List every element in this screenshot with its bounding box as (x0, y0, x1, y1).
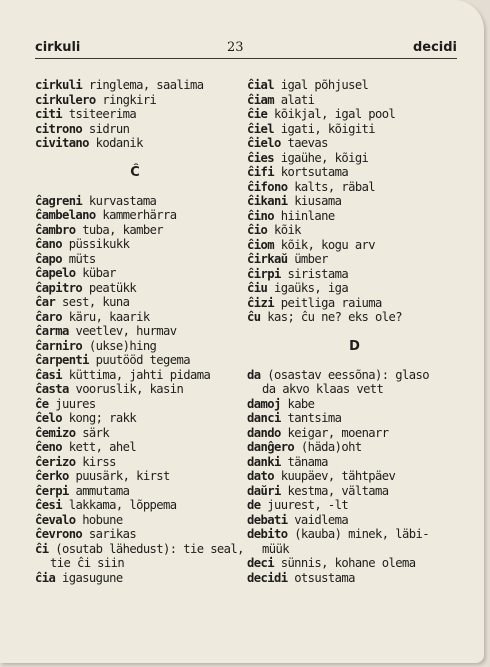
dictionary-entry (35, 498, 235, 513)
entry-headword: ĉar (35, 295, 56, 309)
entry-headword: ĉesi (35, 498, 62, 512)
entry-definition: kiusama (294, 194, 342, 208)
dictionary-entry (35, 513, 235, 528)
entry-definition: kong; rakk (68, 411, 137, 425)
entry-definition: (ukse)hing (88, 338, 157, 353)
entry-headword: dato (247, 469, 274, 483)
entry-headword: ĉemizo (35, 425, 76, 440)
dictionary-entry (35, 469, 235, 484)
entry-definition: tie ĉi siin (50, 556, 125, 570)
entry-definition: küttima, jahti pidama (68, 367, 211, 382)
dictionary-entry (35, 122, 235, 137)
entry-headword: ĉelo (35, 411, 62, 425)
entry-headword: danki (247, 454, 281, 469)
entry-definition: müts (68, 251, 96, 266)
entry-headword: ĉambelano (35, 208, 96, 222)
dictionary-entry (35, 426, 235, 441)
entry-definition: püssikukk (68, 237, 130, 251)
dictionary-entry (247, 136, 462, 151)
entry-definition: da akvo klaas vett (262, 382, 384, 396)
entry-headword: ĉerpi (35, 483, 69, 498)
entry-headword: ĉagreni (35, 193, 83, 208)
entry-definition: juures (55, 396, 96, 411)
entry-definition: kestma, vältama (287, 483, 389, 498)
entry-headword: ĉiel (247, 121, 274, 136)
dictionary-entry (35, 310, 235, 325)
entry-headword: ĉapelo (35, 266, 76, 280)
page-number: 23 (227, 40, 244, 55)
right-column (247, 78, 462, 585)
entry-headword: ĉu (247, 310, 261, 324)
entry-headword: ĉia (35, 570, 56, 585)
entry-definition: kalts, räbal (294, 179, 376, 194)
dictionary-entry (35, 484, 235, 499)
entry-headword: debito (247, 527, 288, 541)
entry-headword: ĉevalo (35, 512, 76, 527)
dictionary-entry (247, 209, 462, 224)
entry-headword: ĉarniro (35, 338, 83, 353)
entry-definition: (osutab lähedust): tie seal, (55, 541, 244, 556)
entry-definition: igasugune (61, 570, 123, 585)
entry-definition: alati (280, 92, 315, 107)
dictionary-entry (35, 339, 235, 354)
entry-definition: ümber (294, 252, 328, 266)
entry-definition: sest, kuna (61, 295, 130, 309)
entry-definition: kuupäev, tähtpäev (280, 469, 396, 483)
entry-headword: ĉizi (247, 295, 274, 310)
entry-headword: daŭri (247, 483, 281, 498)
entry-definition: puusärk, kirst (75, 469, 170, 483)
entry-headword: damoj (247, 396, 281, 411)
dictionary-entry (247, 122, 462, 137)
entry-definition: kett, ahel (68, 440, 137, 454)
entry-definition: lakkama, lõppema (68, 498, 177, 512)
entry-headword: ĉe (35, 396, 49, 411)
entry-definition: peatükk (88, 280, 137, 295)
entry-definition: kõik, kogu arv (280, 237, 376, 252)
entry-definition: igaüks, iga (273, 281, 349, 295)
page-header (35, 38, 457, 59)
entry-definition: peitliga raiuma (280, 295, 382, 310)
dictionary-entry (247, 238, 462, 253)
entry-definition: vooruslik, kasin (75, 382, 184, 396)
entry-definition: (osastav eessõna): glaso (267, 367, 429, 382)
entry-headword: debati (247, 512, 288, 527)
entry-headword: ĉerizo (35, 454, 76, 469)
entry-headword: de (247, 498, 261, 512)
dictionary-entry (35, 382, 235, 397)
section-letter: D (349, 338, 360, 354)
dictionary-entry (247, 455, 462, 470)
entry-definition: (kauba) minek, läbi- (294, 527, 429, 541)
dictionary-entry (35, 411, 235, 426)
entry-definition: siristama (287, 266, 349, 281)
entry-definition: veetlev, hurmav (75, 324, 177, 338)
dictionary-entry (247, 180, 462, 195)
entry-definition: hobune (82, 512, 123, 527)
dictionary-entry (247, 78, 462, 93)
entry-definition: särk (82, 425, 110, 440)
dictionary-entry (35, 107, 235, 122)
entry-headword: ĉies (247, 150, 274, 165)
entry-headword: ĉirkaŭ (247, 252, 288, 266)
entry-definition: otsustama (294, 570, 355, 585)
dictionary-entry (247, 556, 462, 571)
dictionary-entry (247, 151, 462, 166)
entry-headword: ĉino (247, 208, 274, 223)
entry-headword: ĉevrono (35, 527, 83, 541)
entry-headword: ĉirpi (247, 266, 281, 281)
dictionary-entry (35, 527, 235, 542)
entry-definition: kammerhärra (102, 208, 177, 222)
entry-definition: tantsima (287, 411, 342, 425)
entry-headword: decidi (247, 570, 288, 585)
entry-definition: igati, kõigiti (280, 121, 376, 136)
entry-headword: deci (247, 556, 274, 570)
entry-headword: ĉapitro (35, 280, 83, 295)
entry-headword: ĉapo (35, 251, 62, 266)
entry-definition: tuba, kamber (82, 222, 164, 237)
entry-headword: ĉarpenti (35, 353, 89, 367)
entry-headword: cirkulero (35, 92, 96, 107)
dictionary-entry (35, 397, 235, 412)
entry-headword: ĉano (35, 237, 62, 251)
entry-definition: kas; ĉu ne? eks ole? (267, 310, 402, 324)
entry-definition: ammutama (75, 483, 130, 498)
dictionary-entry (247, 527, 462, 542)
entry-headword: citi (35, 107, 62, 121)
entry-headword: ĉarma (35, 324, 69, 338)
entry-headword: ĉambro (35, 222, 76, 237)
entry-headword: ĉio (247, 223, 268, 237)
dictionary-entry (247, 93, 462, 108)
entry-definition: kõik (273, 223, 301, 237)
entry-headword: cirkuli (35, 78, 83, 92)
dictionary-entry (247, 194, 462, 209)
entry-definition: keigar, moenarr (287, 425, 389, 440)
dictionary-entry (35, 208, 235, 223)
entry-definition: igaühe, kõigi (280, 150, 369, 165)
entry-headword: danci (247, 411, 281, 425)
entry-definition: kabe (287, 396, 315, 411)
entry-headword: ĉie (247, 107, 268, 121)
dictionary-entry (35, 252, 235, 267)
dictionary-entry (247, 411, 462, 426)
header-first-word: cirkuli (35, 40, 81, 55)
entry-definition: juurest, -lt (267, 498, 349, 512)
dictionary-entry (35, 440, 235, 455)
entry-headword: ĉifi (247, 165, 274, 179)
entry-definition: tänama (287, 454, 328, 469)
dictionary-entry (247, 310, 462, 325)
dictionary-entry (35, 93, 235, 108)
entry-headword: ĉikani (247, 194, 288, 208)
entry-headword: ĉial (247, 78, 274, 92)
dictionary-entry (247, 296, 462, 311)
entry-headword: ĉiu (247, 281, 268, 295)
dictionary-entry (247, 267, 462, 282)
entry-headword: ĉi (35, 541, 49, 556)
entry-definition: kurvastama (88, 193, 157, 208)
dictionary-entry (35, 266, 235, 281)
entry-definition: kortsutama (280, 165, 349, 179)
dictionary-entry (35, 541, 244, 557)
entry-headword: dando (247, 425, 281, 440)
entry-headword: ĉaro (35, 309, 62, 324)
dictionary-entry (35, 295, 235, 310)
dictionary-entry (35, 324, 235, 339)
entry-headword: danĝero (247, 440, 295, 454)
entry-definition: ringlema, saalima (88, 78, 204, 92)
left-column (35, 78, 244, 585)
entry-headword: ĉeno (35, 440, 62, 454)
dictionary-entry (35, 78, 235, 93)
entry-headword: ĉifono (247, 179, 288, 194)
dictionary-entry (247, 542, 462, 557)
entry-definition: kõikjal, igal pool (273, 107, 396, 121)
entry-definition: kodanik (95, 136, 143, 150)
dictionary-entry (35, 455, 235, 470)
dictionary-entry (35, 353, 235, 368)
entry-definition: hiinlane (280, 208, 335, 223)
entry-headword: ĉerko (35, 469, 69, 483)
dictionary-entry (35, 136, 235, 151)
dictionary-entry (35, 571, 235, 586)
dictionary-entry (35, 281, 235, 296)
header-last-word: decidi (412, 40, 457, 55)
dictionary-entry (35, 223, 235, 238)
dictionary-entry (247, 484, 462, 499)
entry-headword: da (247, 367, 261, 382)
entry-definition: käru, kaarik (68, 309, 150, 324)
entry-definition: igal põhjusel (280, 78, 369, 92)
dictionary-entry (247, 426, 462, 441)
dictionary-entry (247, 252, 462, 267)
entry-headword: ĉiam (247, 92, 274, 107)
entry-definition: (häda)oht (300, 440, 362, 454)
entry-headword: ĉiom (247, 237, 274, 252)
entry-definition: sarikas (88, 527, 137, 541)
section-letter: Ĉ (130, 164, 140, 180)
entry-definition: tsiteerima (68, 107, 137, 121)
dictionary-entry (247, 469, 462, 484)
entry-headword: citrono (35, 121, 83, 136)
dictionary-entry (247, 107, 462, 122)
entry-definition: kübar (82, 266, 116, 280)
entry-definition: müük (262, 541, 289, 556)
dictionary-entry (247, 368, 462, 383)
entry-definition: taevas (287, 136, 328, 150)
dictionary-entry (247, 513, 462, 528)
entry-definition: vaidlema (294, 512, 349, 527)
dictionary-entry (35, 194, 235, 209)
dictionary-entry (247, 571, 462, 586)
dictionary-entry (35, 556, 235, 571)
dictionary-entry (247, 223, 462, 238)
dictionary-entry (247, 498, 462, 513)
entry-headword: civitano (35, 136, 89, 150)
dictionary-entry (247, 382, 462, 397)
entry-definition: sünnis, kohane olema (280, 556, 416, 570)
entry-headword: ĉasta (35, 382, 69, 396)
dictionary-entry (247, 165, 462, 180)
dictionary-entry (35, 237, 235, 252)
entry-headword: ĉasi (35, 367, 62, 382)
entry-headword: ĉielo (247, 136, 281, 150)
entry-definition: sidrun (88, 121, 130, 136)
entry-definition: puutööd tegema (95, 353, 190, 367)
dictionary-entry (35, 368, 235, 383)
dictionary-entry (247, 440, 462, 455)
entry-definition: ringkiri (102, 92, 157, 107)
dictionary-entry (247, 397, 462, 412)
entry-definition: kirss (82, 454, 116, 469)
dictionary-entry (247, 281, 462, 296)
